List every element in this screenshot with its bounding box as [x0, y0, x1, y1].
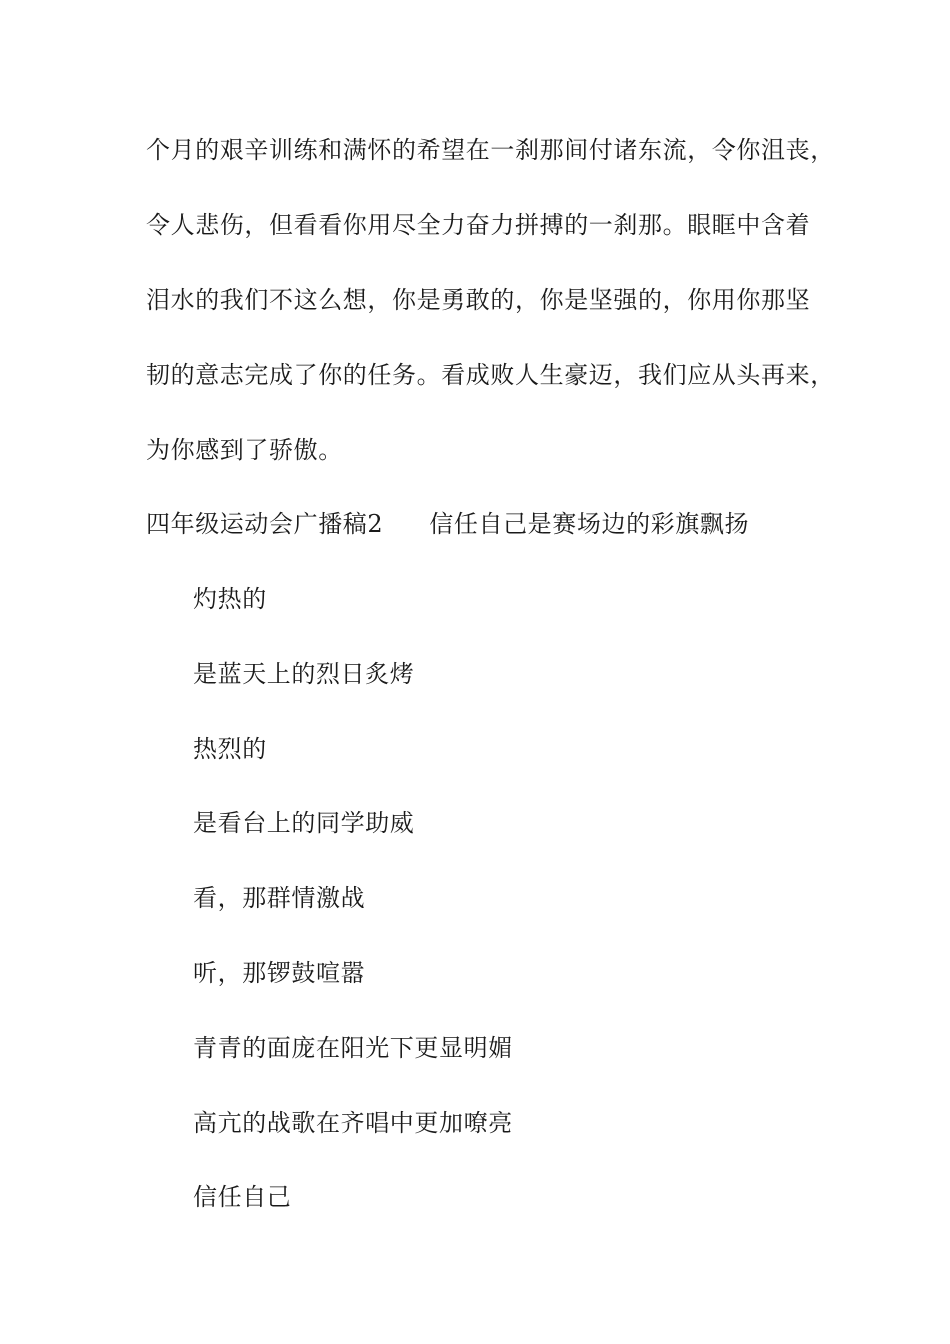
poem-line: 高亢的战歌在齐唱中更加嘹亮 — [193, 1109, 513, 1137]
section-heading: 四年级运动会广播稿2 — [146, 510, 384, 538]
poem-line: 灼热的 — [193, 585, 267, 613]
paragraph-line: 个月的艰辛训练和满怀的希望在一刹那间付诸东流，令你沮丧， — [146, 136, 835, 164]
paragraph-line: 泪水的我们不这么想，你是勇敢的，你是坚强的，你用你那坚 — [146, 286, 811, 314]
section-heading-line — [146, 508, 749, 540]
poem-line: 信任自己 — [193, 1183, 292, 1211]
poem-line: 听，那锣鼓喧嚣 — [193, 959, 366, 987]
poem-line: 青青的面庞在阳光下更显明媚 — [193, 1034, 513, 1062]
paragraph-line: 为你感到了骄傲。 — [146, 436, 343, 464]
section-subtitle: 信任自己是赛场边的彩旗飘扬 — [429, 510, 750, 538]
poem-line: 是看台上的同学助威 — [193, 809, 415, 837]
poem-line: 热烈的 — [193, 735, 267, 763]
paragraph-line: 令人悲伤，但看看你用尽全力奋力拼搏的一刹那。眼眶中含着 — [146, 211, 811, 239]
poem-line: 看，那群情激战 — [193, 884, 366, 912]
paragraph-line: 韧的意志完成了你的任务。看成败人生豪迈，我们应从头再来， — [146, 361, 835, 389]
poem-line: 是蓝天上的烈日炙烤 — [193, 660, 415, 688]
